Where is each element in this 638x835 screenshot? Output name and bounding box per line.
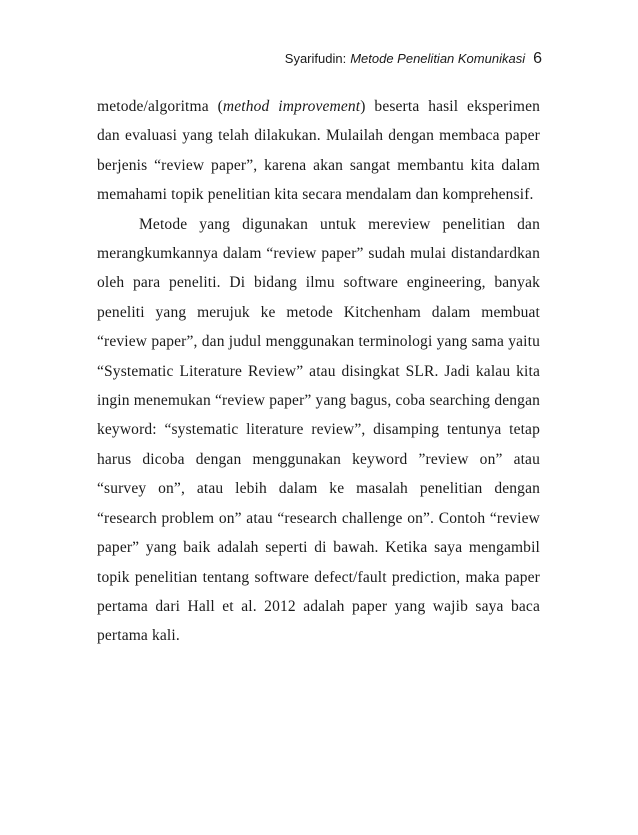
paragraph-1-segment-3: ) beserta hasil eksperimen dan evaluasi yang telah dilakukan. Mulailah dengan membaca paper berjenis “review paper”, karena akan sangat membantu kita dalam memahami topik penelitian kita secara mendalam dan komprehensif. xyxy=(97,98,541,204)
body-text xyxy=(97,92,540,651)
running-header xyxy=(285,50,542,68)
paragraph-1-italic-term: method improvement xyxy=(222,98,361,115)
paragraph-2-segment-1: Metode yang digunakan untuk mereview penelitian dan merangkumkannya dalam “review paper” sudah mulai distandardkan oleh para peneliti. Di bidang ilmu software engineering, banyak peneliti yang merujuk ke metode Kitchenham dalam membuat “review paper”, dan judul menggunakan terminologi yang sama yaitu “Systematic Literature Review” atau disingkat SLR. Jadi kalau kita ingin menemukan “review paper” yang bagus, coba searching dengan keyword: “systematic literature review”, disamping tentunya tetap harus dicoba dengan menggunakan keyword ”review on” atau “survey on”, atau lebih dalam ke masalah penelitian dengan “research problem on” atau “research challenge on”. Contoh “review paper” yang baik adalah seperti di bawah. Ketika saya mengambil topik penelitian tentang software defect/fault prediction, maka paper pertama dari Hall et al. 2012 adalah paper yang wajib saya baca pertama kali. xyxy=(97,215,540,645)
page-number: 6 xyxy=(533,50,542,67)
header-author: Syarifudin: xyxy=(284,51,347,66)
header-book-title: Metode Penelitian Komunikasi xyxy=(350,51,526,66)
paragraph-1-segment-1: metode/algoritma ( xyxy=(97,98,223,115)
paragraph-1 xyxy=(97,92,540,210)
paragraph-2 xyxy=(97,210,540,651)
